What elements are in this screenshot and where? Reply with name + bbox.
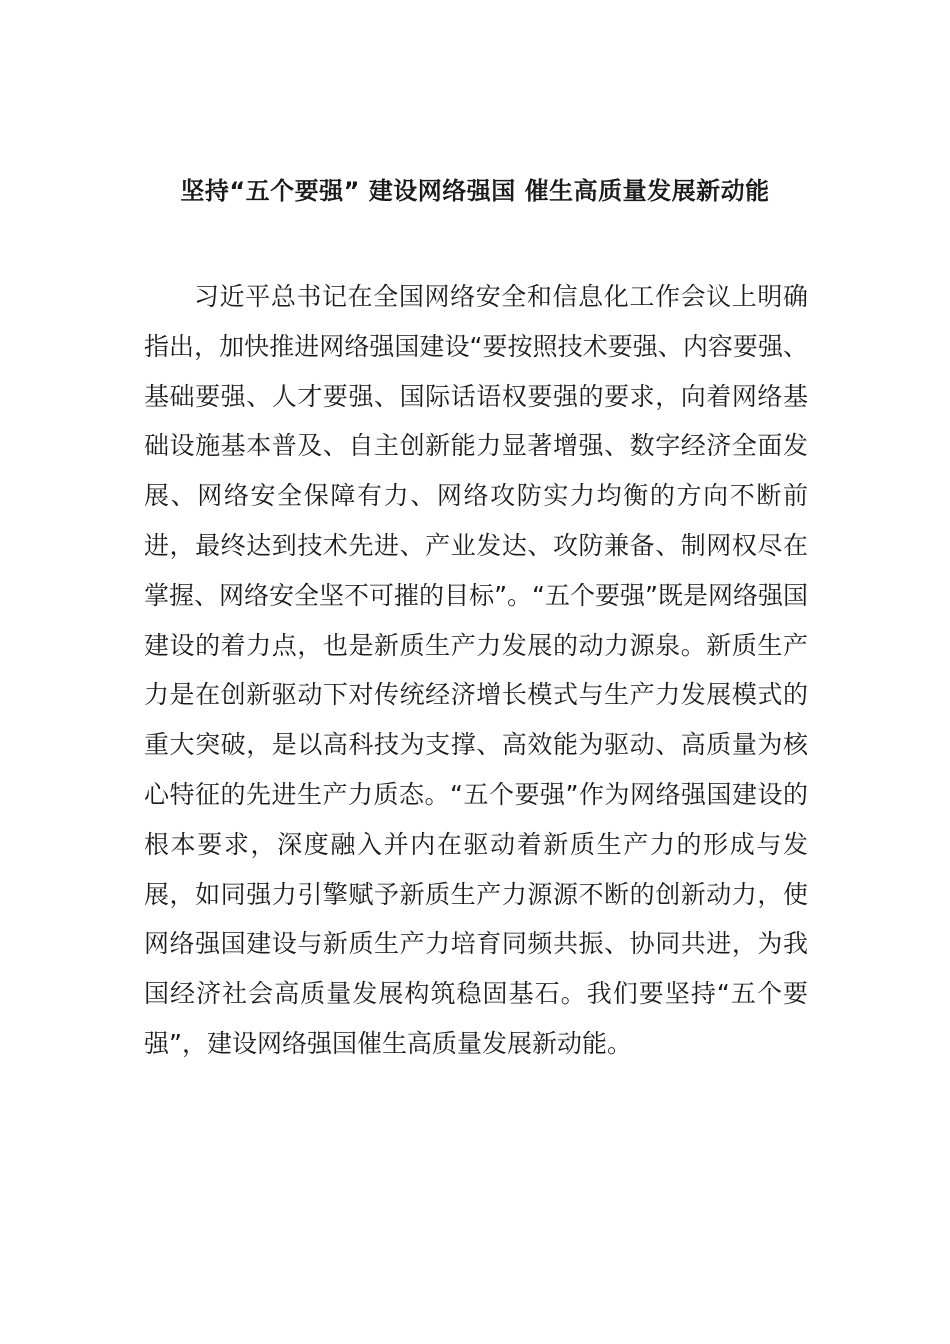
body-paragraph: 习近平总书记在全国网络安全和信息化工作会议上明确指出，加快推进网络强国建设“要按照技术要强、内容要强、基础要强、人才要强、国际话语权要强的要求，向着网络基础设施基本普及、自主创新能力显著增强、数字经济全面发展、网络安全保障有力、网络攻防实力均衡的方向不断前进，最终达到技术先进、产业发达、攻防兼备、制网权尽在掌握、网络安全坚不可摧的目标”。“五个要强”既是网络强国建设的着力点，也是新质生产力发展的动力源泉。新质生产力是在创新驱动下对传统经济增长模式与生产力发展模式的重大突破，是以高科技为支撑、高效能为驱动、高质量为核心特征的先进生产力质态。“五个要强”作为网络强国建设的根本要求，深度融入并内在驱动着新质生产力的形成与发展，如同强力引擎赋予新质生产力源源不断的创新动力，使网络强国建设与新质生产力培育同频共振、协同共进，为我国经济社会高质量发展构筑稳固基石。我们要坚持“五个要强”，建设网络强国催生高质量发展新动能。 (144, 282, 808, 1058)
document-title: 坚持“五个要强” 建设网络强国 催生高质量发展新动能 (180, 177, 770, 206)
